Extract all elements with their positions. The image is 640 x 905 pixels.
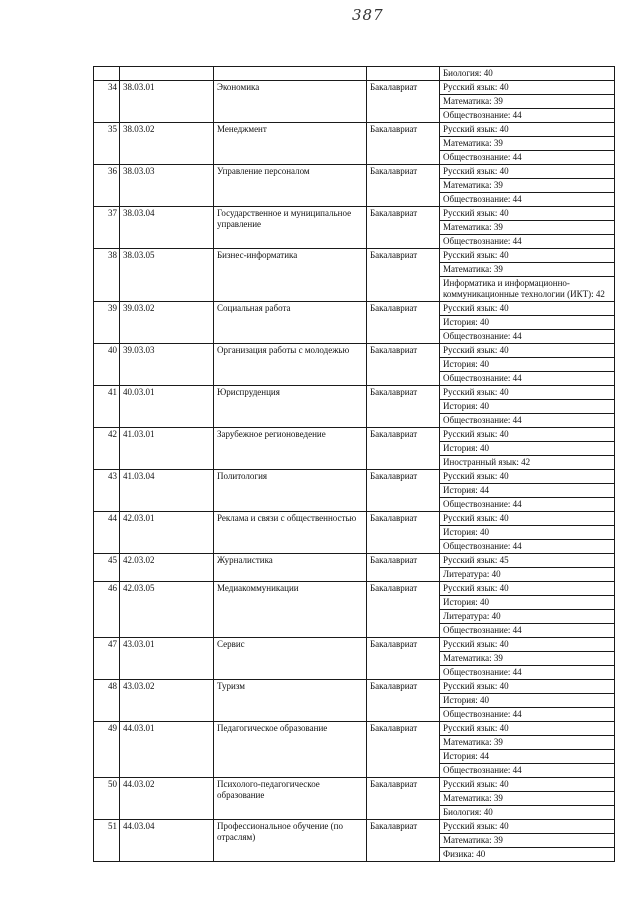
row-number-cell: 34 bbox=[94, 81, 120, 123]
exam-cell: История: 44 bbox=[440, 750, 615, 764]
exam-cell: Русский язык: 40 bbox=[440, 778, 615, 792]
table-row bbox=[94, 778, 615, 792]
exam-cell: Обществознание: 44 bbox=[440, 193, 615, 207]
row-number-cell: 42 bbox=[94, 428, 120, 470]
exam-cell: История: 40 bbox=[440, 358, 615, 372]
program-name-cell: Профессиональное обучение (по отраслям) bbox=[214, 820, 367, 862]
exam-cell: Литература: 40 bbox=[440, 568, 615, 582]
exam-cell: Русский язык: 40 bbox=[440, 820, 615, 834]
table-row bbox=[94, 207, 615, 221]
row-number-cell: 36 bbox=[94, 165, 120, 207]
exam-cell: История: 40 bbox=[440, 596, 615, 610]
program-code-cell: 41.03.01 bbox=[120, 428, 214, 470]
table-body bbox=[94, 67, 615, 862]
exam-cell: Русский язык: 40 bbox=[440, 207, 615, 221]
row-number-cell: 37 bbox=[94, 207, 120, 249]
exam-cell: Русский язык: 40 bbox=[440, 123, 615, 137]
exam-cell: Русский язык: 40 bbox=[440, 165, 615, 179]
exam-cell: Биология: 40 bbox=[440, 67, 615, 81]
degree-level-cell: Бакалавриат bbox=[367, 428, 440, 470]
exam-cell: Физика: 40 bbox=[440, 848, 615, 862]
row-number-cell: 49 bbox=[94, 722, 120, 778]
degree-level-cell: Бакалавриат bbox=[367, 778, 440, 820]
table-row bbox=[94, 386, 615, 400]
table-row bbox=[94, 582, 615, 596]
degree-level-cell: Бакалавриат bbox=[367, 165, 440, 207]
exam-cell: Русский язык: 40 bbox=[440, 470, 615, 484]
exam-cell: Математика: 39 bbox=[440, 179, 615, 193]
row-number-cell: 51 bbox=[94, 820, 120, 862]
table-row bbox=[94, 680, 615, 694]
row-number-cell: 48 bbox=[94, 680, 120, 722]
exam-cell: Обществознание: 44 bbox=[440, 235, 615, 249]
program-code-cell: 41.03.04 bbox=[120, 470, 214, 512]
degree-level-cell: Бакалавриат bbox=[367, 512, 440, 554]
program-name-cell bbox=[214, 67, 367, 81]
row-number-cell: 39 bbox=[94, 302, 120, 344]
exam-cell: Обществознание: 44 bbox=[440, 330, 615, 344]
exam-cell: Математика: 39 bbox=[440, 792, 615, 806]
table-row-continuation bbox=[94, 67, 615, 81]
program-code-cell: 38.03.04 bbox=[120, 207, 214, 249]
program-code-cell: 43.03.02 bbox=[120, 680, 214, 722]
program-name-cell: Педагогическое образование bbox=[214, 722, 367, 778]
exam-cell: История: 40 bbox=[440, 526, 615, 540]
degree-level-cell: Бакалавриат bbox=[367, 722, 440, 778]
admission-table-wrapper bbox=[93, 66, 614, 862]
exam-cell: Обществознание: 44 bbox=[440, 764, 615, 778]
degree-level-cell: Бакалавриат bbox=[367, 820, 440, 862]
program-code-cell: 38.03.05 bbox=[120, 249, 214, 302]
row-number-cell: 46 bbox=[94, 582, 120, 638]
exam-cell: Русский язык: 40 bbox=[440, 512, 615, 526]
exam-cell: Иностранный язык: 42 bbox=[440, 456, 615, 470]
exam-cell: История: 40 bbox=[440, 400, 615, 414]
degree-level-cell: Бакалавриат bbox=[367, 344, 440, 386]
degree-level-cell: Бакалавриат bbox=[367, 249, 440, 302]
program-name-cell: Менеджмент bbox=[214, 123, 367, 165]
table-row bbox=[94, 302, 615, 316]
exam-cell: Математика: 39 bbox=[440, 652, 615, 666]
program-name-cell: Социальная работа bbox=[214, 302, 367, 344]
table-row bbox=[94, 249, 615, 263]
exam-cell: Русский язык: 40 bbox=[440, 582, 615, 596]
program-name-cell: Сервис bbox=[214, 638, 367, 680]
program-name-cell: Государственное и муниципальное управление bbox=[214, 207, 367, 249]
exam-cell: Обществознание: 44 bbox=[440, 498, 615, 512]
table-row bbox=[94, 81, 615, 95]
exam-cell: Русский язык: 40 bbox=[440, 249, 615, 263]
exam-cell: Биология: 40 bbox=[440, 806, 615, 820]
degree-level-cell: Бакалавриат bbox=[367, 81, 440, 123]
exam-cell: Обществознание: 44 bbox=[440, 540, 615, 554]
degree-level-cell: Бакалавриат bbox=[367, 302, 440, 344]
exam-cell: Математика: 39 bbox=[440, 736, 615, 750]
program-name-cell: Юриспруденция bbox=[214, 386, 367, 428]
program-code-cell: 39.03.02 bbox=[120, 302, 214, 344]
program-name-cell: Психолого-педагогическое образование bbox=[214, 778, 367, 820]
program-code-cell bbox=[120, 67, 214, 81]
page-number: 387 bbox=[352, 6, 384, 24]
degree-level-cell: Бакалавриат bbox=[367, 470, 440, 512]
program-name-cell: Журналистика bbox=[214, 554, 367, 582]
exam-cell: Математика: 39 bbox=[440, 834, 615, 848]
exam-cell: Обществознание: 44 bbox=[440, 151, 615, 165]
exam-cell: Русский язык: 40 bbox=[440, 81, 615, 95]
exam-cell: История: 40 bbox=[440, 694, 615, 708]
table-row bbox=[94, 123, 615, 137]
degree-level-cell: Бакалавриат bbox=[367, 680, 440, 722]
table-row bbox=[94, 470, 615, 484]
program-name-cell: Зарубежное регионоведение bbox=[214, 428, 367, 470]
exam-cell: Русский язык: 40 bbox=[440, 428, 615, 442]
table-row bbox=[94, 512, 615, 526]
exam-cell: Русский язык: 40 bbox=[440, 680, 615, 694]
program-code-cell: 44.03.04 bbox=[120, 820, 214, 862]
exam-cell: Русский язык: 40 bbox=[440, 638, 615, 652]
admission-table bbox=[93, 66, 615, 862]
row-number-cell bbox=[94, 67, 120, 81]
program-code-cell: 38.03.02 bbox=[120, 123, 214, 165]
program-name-cell: Управление персоналом bbox=[214, 165, 367, 207]
row-number-cell: 50 bbox=[94, 778, 120, 820]
program-code-cell: 44.03.01 bbox=[120, 722, 214, 778]
program-name-cell: Политология bbox=[214, 470, 367, 512]
table-row bbox=[94, 638, 615, 652]
program-name-cell: Медиакоммуникации bbox=[214, 582, 367, 638]
exam-cell: Русский язык: 40 bbox=[440, 302, 615, 316]
program-name-cell: Реклама и связи с общественностью bbox=[214, 512, 367, 554]
exam-cell: Обществознание: 44 bbox=[440, 109, 615, 123]
table-row bbox=[94, 428, 615, 442]
program-code-cell: 44.03.02 bbox=[120, 778, 214, 820]
table-row bbox=[94, 344, 615, 358]
row-number-cell: 47 bbox=[94, 638, 120, 680]
table-row bbox=[94, 554, 615, 568]
degree-level-cell bbox=[367, 67, 440, 81]
exam-cell: Обществознание: 44 bbox=[440, 624, 615, 638]
program-code-cell: 42.03.05 bbox=[120, 582, 214, 638]
row-number-cell: 35 bbox=[94, 123, 120, 165]
degree-level-cell: Бакалавриат bbox=[367, 123, 440, 165]
degree-level-cell: Бакалавриат bbox=[367, 554, 440, 582]
program-code-cell: 43.03.01 bbox=[120, 638, 214, 680]
program-code-cell: 42.03.02 bbox=[120, 554, 214, 582]
row-number-cell: 45 bbox=[94, 554, 120, 582]
exam-cell: Обществознание: 44 bbox=[440, 666, 615, 680]
degree-level-cell: Бакалавриат bbox=[367, 386, 440, 428]
degree-level-cell: Бакалавриат bbox=[367, 582, 440, 638]
program-name-cell: Экономика bbox=[214, 81, 367, 123]
exam-cell: Русский язык: 40 bbox=[440, 386, 615, 400]
exam-cell: Математика: 39 bbox=[440, 137, 615, 151]
program-name-cell: Бизнес-информатика bbox=[214, 249, 367, 302]
exam-cell: История: 40 bbox=[440, 316, 615, 330]
row-number-cell: 40 bbox=[94, 344, 120, 386]
row-number-cell: 43 bbox=[94, 470, 120, 512]
exam-cell: История: 40 bbox=[440, 442, 615, 456]
exam-cell: Математика: 39 bbox=[440, 221, 615, 235]
degree-level-cell: Бакалавриат bbox=[367, 207, 440, 249]
table-row bbox=[94, 820, 615, 834]
row-number-cell: 41 bbox=[94, 386, 120, 428]
row-number-cell: 44 bbox=[94, 512, 120, 554]
program-name-cell: Организация работы с молодежью bbox=[214, 344, 367, 386]
exam-cell: Обществознание: 44 bbox=[440, 708, 615, 722]
degree-level-cell: Бакалавриат bbox=[367, 638, 440, 680]
program-name-cell: Туризм bbox=[214, 680, 367, 722]
exam-cell: Информатика и информационно-коммуникационные технологии (ИКТ): 42 bbox=[440, 277, 615, 302]
program-code-cell: 38.03.03 bbox=[120, 165, 214, 207]
table-row bbox=[94, 722, 615, 736]
exam-cell: Русский язык: 45 bbox=[440, 554, 615, 568]
row-number-cell: 38 bbox=[94, 249, 120, 302]
exam-cell: Русский язык: 40 bbox=[440, 344, 615, 358]
exam-cell: Литература: 40 bbox=[440, 610, 615, 624]
program-code-cell: 39.03.03 bbox=[120, 344, 214, 386]
exam-cell: Русский язык: 40 bbox=[440, 722, 615, 736]
exam-cell: Обществознание: 44 bbox=[440, 372, 615, 386]
exam-cell: Математика: 39 bbox=[440, 263, 615, 277]
program-code-cell: 42.03.01 bbox=[120, 512, 214, 554]
exam-cell: Математика: 39 bbox=[440, 95, 615, 109]
program-code-cell: 40.03.01 bbox=[120, 386, 214, 428]
table-row bbox=[94, 165, 615, 179]
exam-cell: Обществознание: 44 bbox=[440, 414, 615, 428]
exam-cell: История: 44 bbox=[440, 484, 615, 498]
program-code-cell: 38.03.01 bbox=[120, 81, 214, 123]
